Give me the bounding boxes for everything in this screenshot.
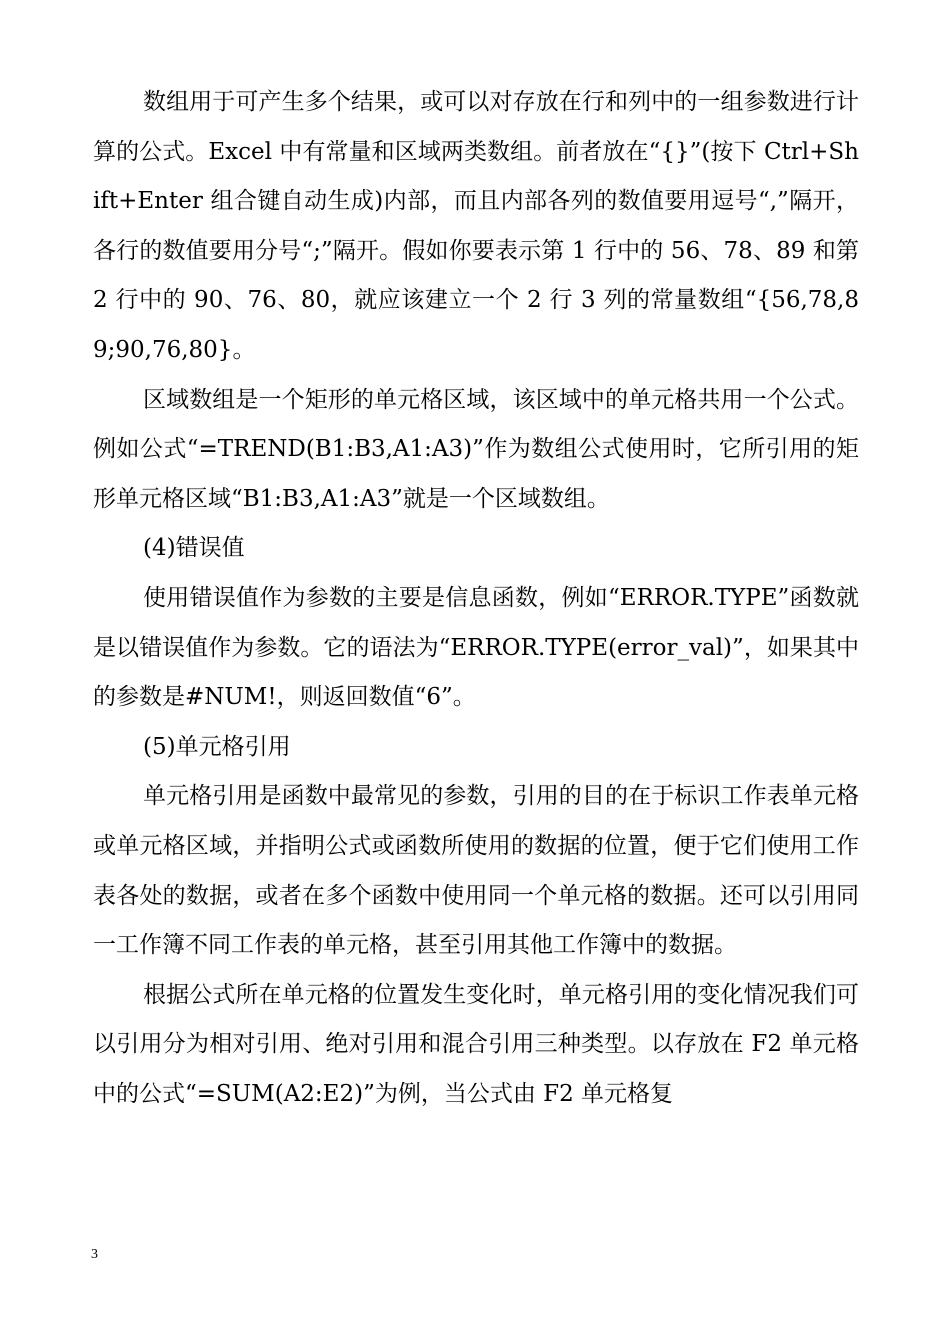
paragraph-region-array: 区域数组是一个矩形的单元格区域，该区域中的单元格共用一个公式。例如公式“=TREND(B1:B3,A1:A3)”作为数组公式使用时，它所引用的矩形单元格区域“B1:B3,A1:A3”就是一个区域数组。 (93, 386, 859, 512)
page-number: 3 (91, 1247, 98, 1262)
paragraph-reference-types: 根据公式所在单元格的位置发生变化时，单元格引用的变化情况我们可以引用分为相对引用、绝对引用和混合引用三种类型。以存放在 F2 单元格中的公式“=SUM(A2:E2)”为例，当公式由 F2 单元格复 (93, 981, 859, 1107)
section-heading-error-value: (4)错误值 (143, 535, 245, 562)
paragraph-error-value: 使用错误值作为参数的主要是信息函数，例如“ERROR.TYPE”函数就是以错误值作为参数。它的语法为“ERROR.TYPE(error_val)”，如果其中的参数是#NUM!，则返回数值“6”。 (93, 584, 859, 711)
paragraph-cell-reference: 单元格引用是函数中最常见的参数，引用的目的在于标识工作表单元格或单元格区域，并指明公式或函数所使用的数据的位置，便于它们使用工作表各处的数据，或者在多个函数中使用同一个单元格的数据。还可以引用同一工作簿不同工作表的单元格，甚至引用其他工作簿中的数据。 (93, 783, 859, 959)
paragraph-array-intro: 数组用于可产生多个结果，或可以对存放在行和列中的一组参数进行计算的公式。Excel 中有常量和区域两类数组。前者放在“{}”(按下 Ctrl+Shift+Enter 组合键自动生成)内部，而且内部各列的数值要用逗号“,”隔开，各行的数值要用分号“;”隔开。假如你要表示第 1 行中的 56、78、89 和第 2 行中的 90、76、80，就应该建立一个 2 行 3 列的常量数组“{56,78,89;90,76,80}。 (93, 89, 859, 363)
document-body (93, 78, 859, 1119)
section-heading-cell-reference: (5)单元格引用 (143, 733, 291, 760)
